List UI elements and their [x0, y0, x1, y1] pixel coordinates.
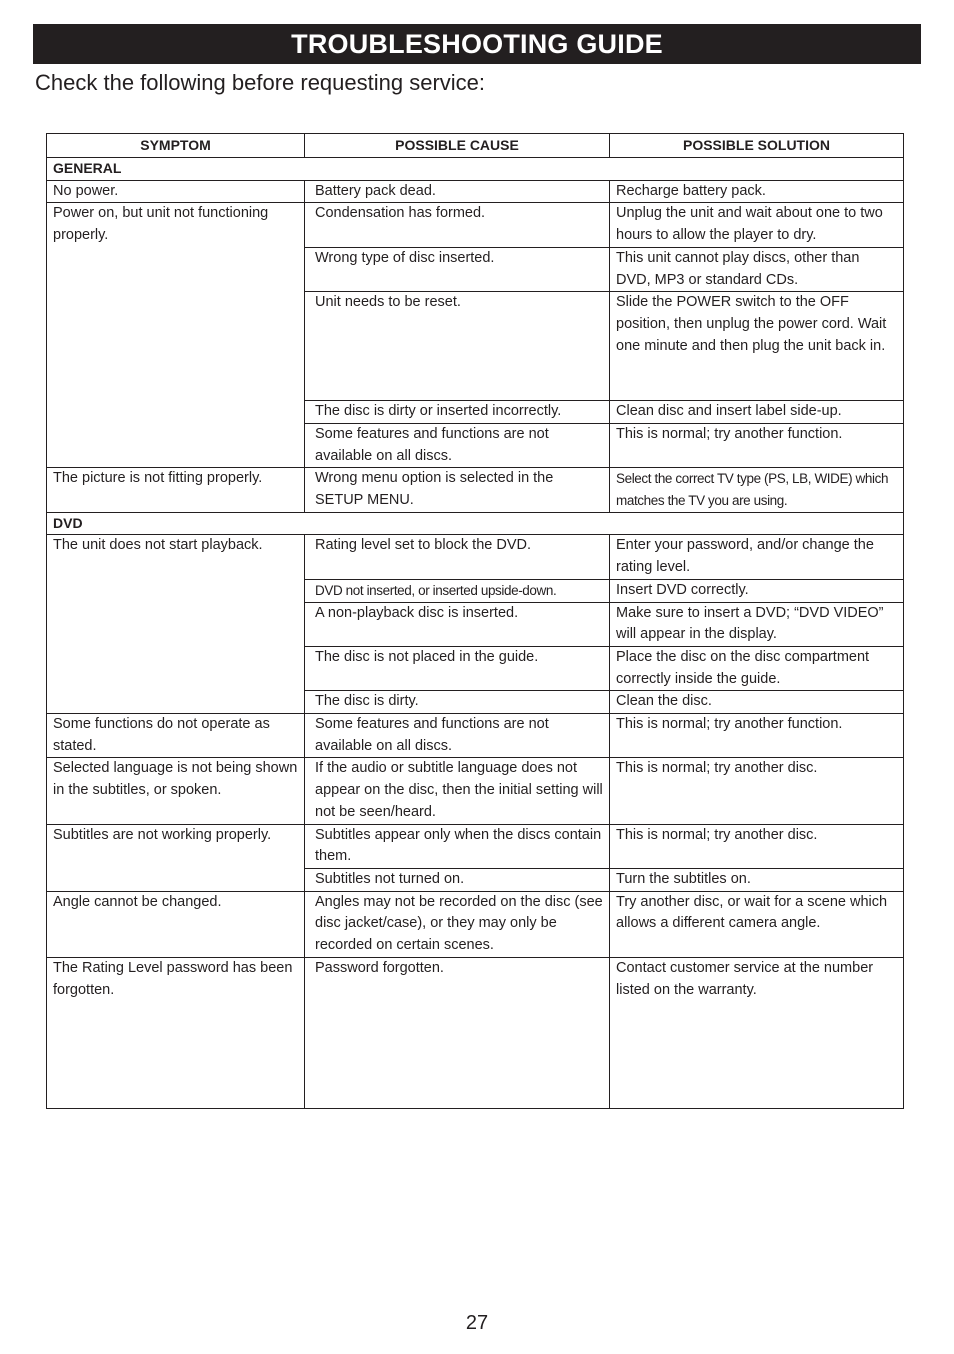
solution-cell: Unplug the unit and wait about one to two hours to allow the player to dry.	[610, 203, 904, 247]
column-header-symptom: SYMPTOM	[47, 134, 305, 158]
solution-cell: Contact customer service at the number listed on the warranty.	[610, 957, 904, 1108]
cause-cell: Some features and functions are not available on all discs.	[305, 714, 610, 758]
solution-cell: This unit cannot play discs, other than DVD, MP3 or standard CDs.	[610, 247, 904, 291]
solution-cell: This is normal; try another disc.	[610, 824, 904, 868]
cause-cell: DVD not inserted, or inserted upside-down.	[305, 579, 610, 602]
solution-cell: Recharge battery pack.	[610, 180, 904, 203]
cause-cell: Wrong menu option is selected in the SETUP MENU.	[305, 468, 610, 512]
solution-cell: Slide the POWER switch to the OFF position, then unplug the power cord. Wait one minute and then plug the unit back in.	[610, 292, 904, 401]
symptom-cell: Subtitles are not working properly.	[47, 824, 305, 891]
table-header-row	[47, 134, 904, 158]
table-row	[47, 203, 904, 247]
solution-cell: This is normal; try another function.	[610, 423, 904, 467]
symptom-cell: No power.	[47, 180, 305, 203]
cause-cell: Battery pack dead.	[305, 180, 610, 203]
page-number: 27	[465, 1312, 489, 1334]
solution-cell: This is normal; try another disc.	[610, 758, 904, 824]
table-row	[47, 714, 904, 758]
table-row	[47, 180, 904, 203]
solution-cell: This is normal; try another function.	[610, 714, 904, 758]
troubleshooting-table	[46, 133, 904, 1109]
solution-cell: Turn the subtitles on.	[610, 868, 904, 891]
solution-cell: Clean disc and insert label side-up.	[610, 401, 904, 424]
cause-cell: Angles may not be recorded on the disc (see disc jacket/case), or they may only be recorded on certain scenes.	[305, 891, 610, 957]
solution-cell: Clean the disc.	[610, 691, 904, 714]
cause-cell: Password forgotten.	[305, 957, 610, 1108]
section-label-general: GENERAL	[47, 158, 904, 181]
table-row	[47, 891, 904, 957]
symptom-cell: Selected language is not being shown in the subtitles, or spoken.	[47, 758, 305, 824]
symptom-cell: The picture is not fitting properly.	[47, 468, 305, 512]
page-subtitle: Check the following before requesting service:	[35, 70, 486, 95]
table-row	[47, 758, 904, 824]
section-row-general	[47, 158, 904, 181]
cause-cell: Condensation has formed.	[305, 203, 610, 247]
cause-cell: The disc is dirty.	[305, 691, 610, 714]
solution-cell: Try another disc, or wait for a scene which allows a different camera angle.	[610, 891, 904, 957]
cause-cell: The disc is not placed in the guide.	[305, 646, 610, 690]
table-row	[47, 824, 904, 868]
cause-cell: Subtitles appear only when the discs contain them.	[305, 824, 610, 868]
solution-cell: Select the correct TV type (PS, LB, WIDE) which matches the TV you are using.	[610, 468, 904, 512]
solution-cell: Insert DVD correctly.	[610, 579, 904, 602]
column-header-cause: POSSIBLE CAUSE	[305, 134, 610, 158]
cause-cell: Subtitles not turned on.	[305, 868, 610, 891]
symptom-cell: The Rating Level password has been forgotten.	[47, 957, 305, 1108]
section-label-dvd: DVD	[47, 512, 904, 535]
solution-cell: Enter your password, and/or change the rating level.	[610, 535, 904, 579]
symptom-cell: Some functions do not operate as stated.	[47, 714, 305, 758]
table-row	[47, 957, 904, 1108]
cause-cell: If the audio or subtitle language does not appear on the disc, then the initial setting will not be seen/heard.	[305, 758, 610, 824]
symptom-cell: Angle cannot be changed.	[47, 891, 305, 957]
column-header-solution: POSSIBLE SOLUTION	[610, 134, 904, 158]
cause-cell: Unit needs to be reset.	[305, 292, 610, 401]
cause-cell: Rating level set to block the DVD.	[305, 535, 610, 579]
page-title: TROUBLESHOOTING GUIDE	[33, 24, 921, 64]
solution-cell: Make sure to insert a DVD; “DVD VIDEO” will appear in the display.	[610, 602, 904, 646]
symptom-cell: Power on, but unit not functioning properly.	[47, 203, 305, 468]
table-row	[47, 468, 904, 512]
symptom-cell: The unit does not start playback.	[47, 535, 305, 714]
solution-cell: Place the disc on the disc compartment correctly inside the guide.	[610, 646, 904, 690]
cause-cell: The disc is dirty or inserted incorrectly.	[305, 401, 610, 424]
section-row-dvd	[47, 512, 904, 535]
cause-cell: Wrong type of disc inserted.	[305, 247, 610, 291]
cause-cell: Some features and functions are not available on all discs.	[305, 423, 610, 467]
cause-cell: A non-playback disc is inserted.	[305, 602, 610, 646]
table-row	[47, 535, 904, 579]
